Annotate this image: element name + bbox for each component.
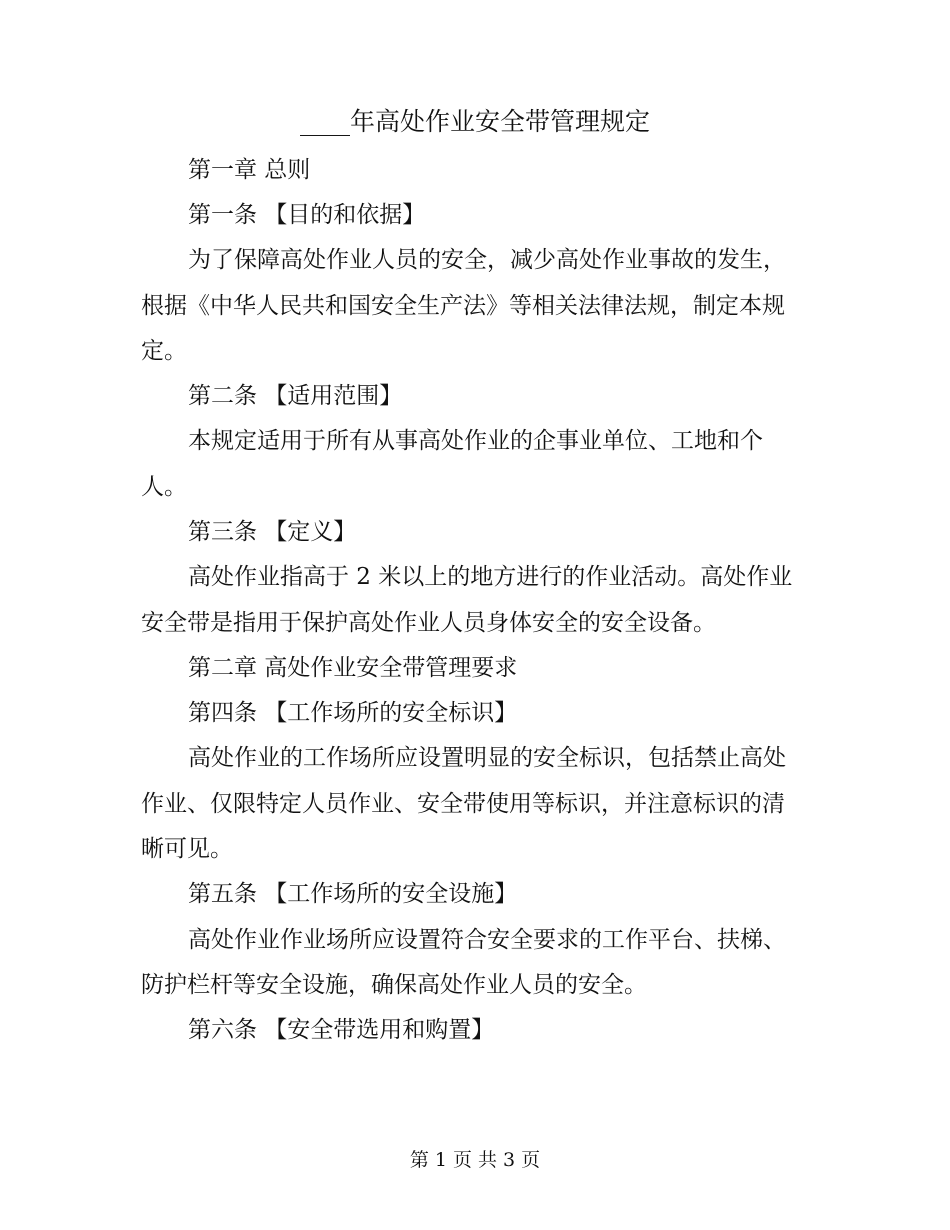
article-heading: 第三条 【定义】 bbox=[188, 519, 357, 545]
document-title: ____年高处作业安全带管理规定 bbox=[299, 107, 650, 136]
paragraph-line: 防护栏杆等安全设施，确保高处作业人员的安全。 bbox=[141, 972, 647, 998]
page-number-footer: 第 1 页 共 3 页 bbox=[409, 1149, 541, 1171]
paragraph-line: 根据《中华人民共和国安全生产法》等相关法律法规，制定本规 bbox=[141, 293, 785, 319]
article-heading: 第六条 【安全带选用和购置】 bbox=[188, 1017, 495, 1043]
article-heading: 第五条 【工作场所的安全设施】 bbox=[188, 881, 518, 907]
paragraph-line: 人。 bbox=[141, 474, 187, 500]
paragraph-line: 本规定适用于所有从事高处作业的企事业单位、工地和个 bbox=[188, 428, 763, 454]
paragraph-line: 安全带是指用于保护高处作业人员身体安全的安全设备。 bbox=[141, 610, 716, 636]
paragraph-line: 高处作业作业场所应设置符合安全要求的工作平台、扶梯、 bbox=[188, 927, 786, 953]
article-heading: 第一条 【目的和依据】 bbox=[188, 202, 426, 228]
paragraph-line: 高处作业指高于 2 米以上的地方进行的作业活动。高处作业 bbox=[188, 564, 793, 590]
chapter-heading: 第二章 高处作业安全带管理要求 bbox=[188, 655, 518, 681]
chapter-heading: 第一章 总则 bbox=[188, 157, 311, 183]
article-heading: 第四条 【工作场所的安全标识】 bbox=[188, 700, 518, 726]
article-heading: 第二条 【适用范围】 bbox=[188, 383, 403, 409]
paragraph-line: 作业、仅限特定人员作业、安全带使用等标识，并注意标识的清 bbox=[141, 791, 785, 817]
paragraph-line: 晰可见。 bbox=[141, 836, 233, 862]
paragraph-line: 高处作业的工作场所应设置明显的安全标识，包括禁止高处 bbox=[188, 745, 786, 771]
paragraph-line: 定。 bbox=[141, 338, 187, 364]
paragraph-line: 为了保障高处作业人员的安全，减少高处作业事故的发生， bbox=[188, 247, 786, 273]
